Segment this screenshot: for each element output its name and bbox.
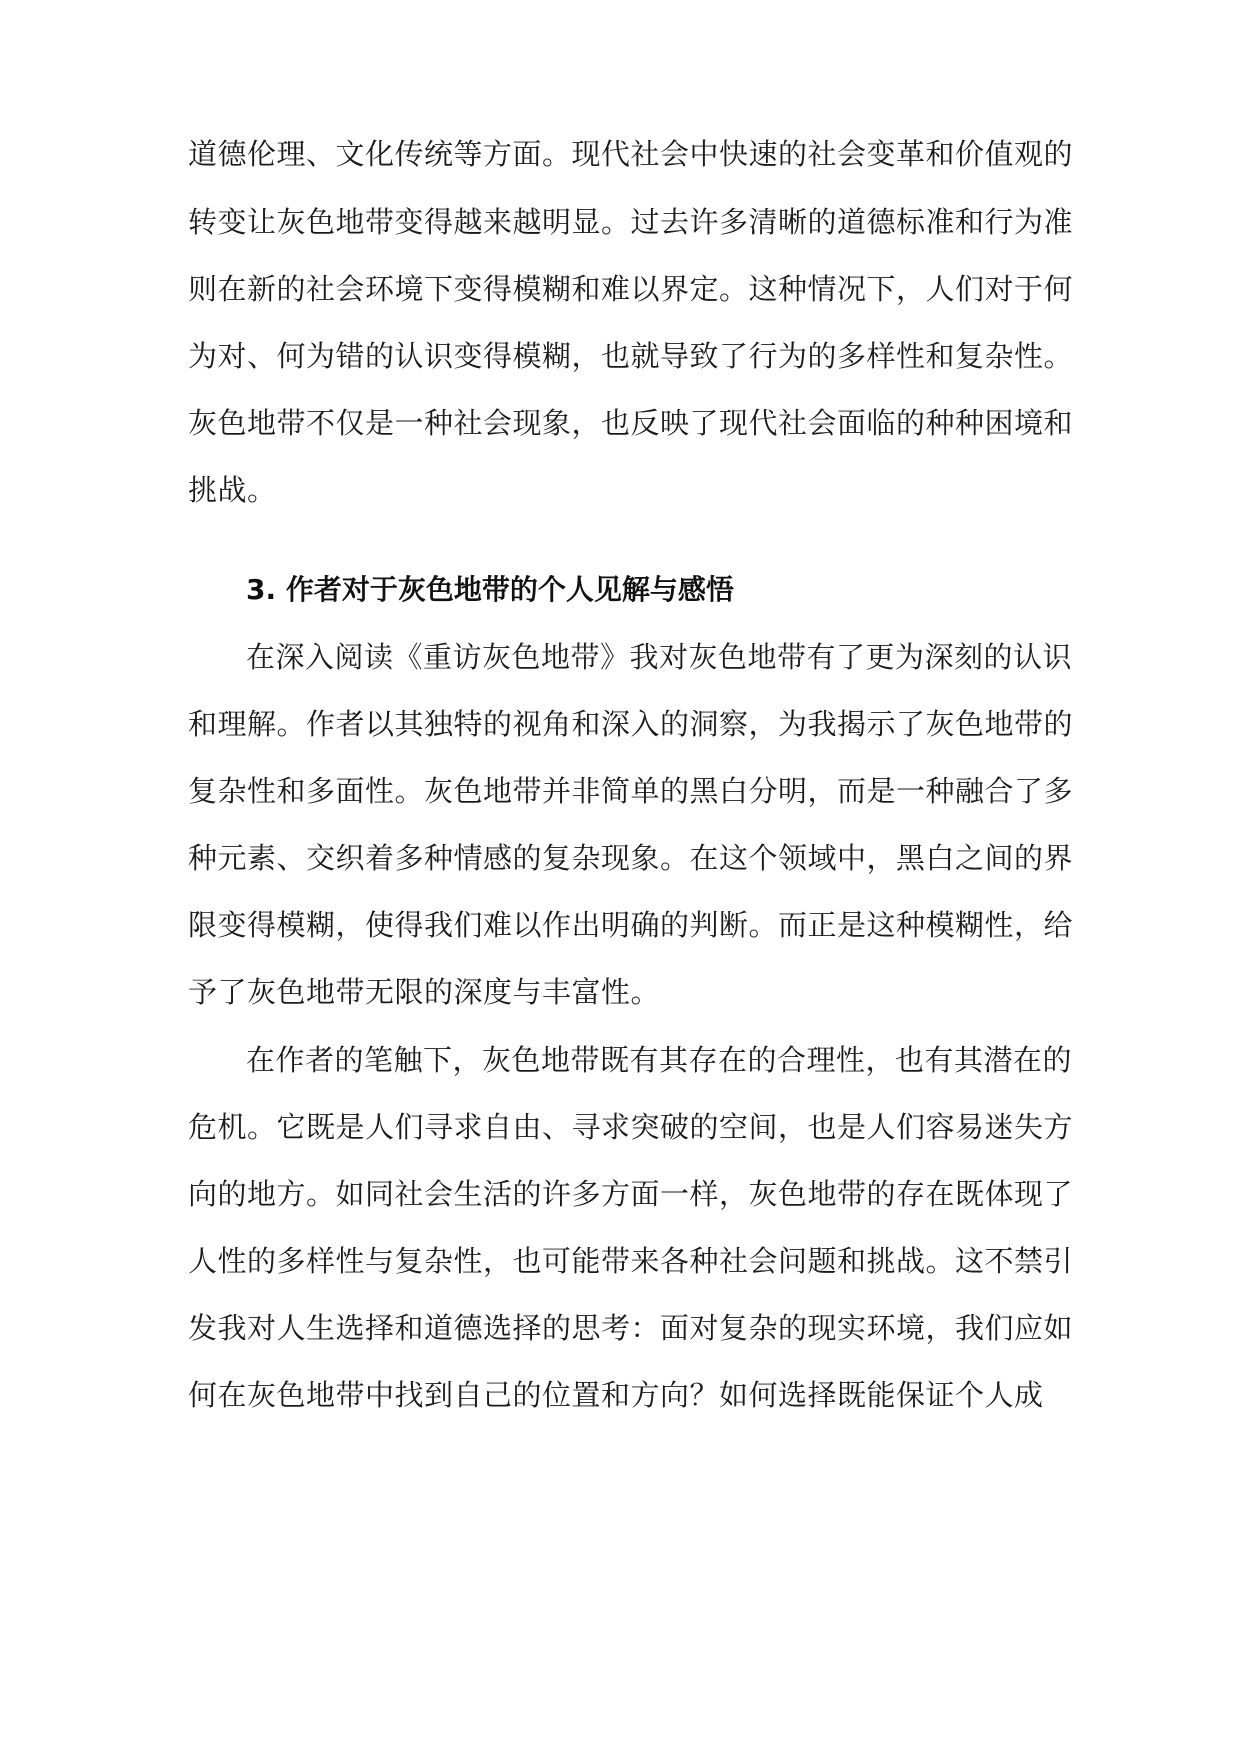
paragraph-1-line-5: 灰色地带不仅是一种社会现象，也反映了现代社会面临的种种困境和: [188, 406, 1074, 440]
paragraph-3-line-2: 危机。它既是人们寻求自由、寻求突破的空间，也是人们容易迷失方: [188, 1110, 1074, 1144]
paragraph-2-line-1: 在深入阅读《重访灰色地带》我对灰色地带有了更为深刻的认识: [246, 640, 1073, 674]
paragraph-2-line-3: 复杂性和多面性。灰色地带并非简单的黑白分明，而是一种融合了多: [188, 774, 1074, 808]
paragraph-1-line-1: 道德伦理、文化传统等方面。现代社会中快速的社会变革和价值观的: [188, 137, 1074, 171]
paragraph-3-line-1: 在作者的笔触下，灰色地带既有其存在的合理性，也有其潜在的: [246, 1043, 1073, 1077]
paragraph-3-line-4: 人性的多样性与复杂性，也可能带来各种社会问题和挑战。这不禁引: [188, 1244, 1074, 1278]
paragraph-1-line-4: 为对、何为错的认识变得模糊，也就导致了行为的多样性和复杂性。: [188, 339, 1074, 373]
paragraph-3-line-5: 发我对人生选择和道德选择的思考：面对复杂的现实环境，我们应如: [188, 1311, 1074, 1345]
section-heading: 3. 作者对于灰色地带的个人见解与感悟: [246, 573, 734, 606]
paragraph-1-line-2: 转变让灰色地带变得越来越明显。过去许多清晰的道德标准和行为准: [188, 205, 1074, 239]
paragraph-1-line-6: 挑战。: [188, 473, 277, 507]
paragraph-2-line-4: 种元素、交织着多种情感的复杂现象。在这个领域中，黑白之间的界: [188, 841, 1074, 875]
paragraph-2-line-6: 予了灰色地带无限的深度与丰富性。: [188, 975, 661, 1009]
paragraph-2-line-2: 和理解。作者以其独特的视角和深入的洞察，为我揭示了灰色地带的: [188, 707, 1074, 741]
paragraph-3-line-3: 向的地方。如同社会生活的许多方面一样，灰色地带的存在既体现了: [188, 1177, 1074, 1211]
paragraph-2-line-5: 限变得模糊，使得我们难以作出明确的判断。而正是这种模糊性，给: [188, 908, 1074, 942]
paragraph-1-line-3: 则在新的社会环境下变得模糊和难以界定。这种情况下，人们对于何: [188, 272, 1074, 306]
paragraph-3-line-6: 何在灰色地带中找到自己的位置和方向？如何选择既能保证个人成: [188, 1378, 1044, 1412]
